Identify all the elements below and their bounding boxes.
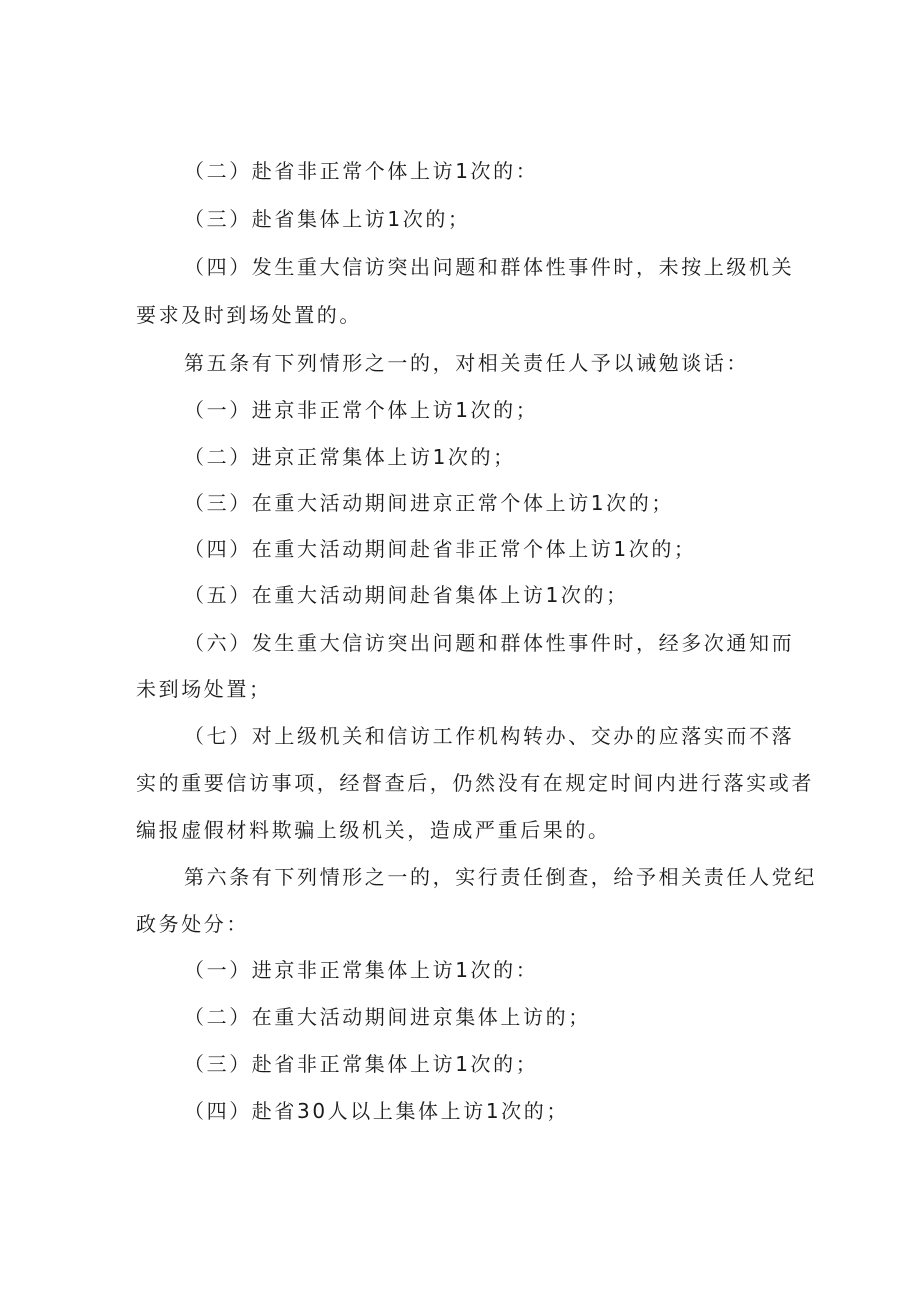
article-heading: 第五条有下列情形之一的，对相关责任人予以诫勉谈话： xyxy=(184,351,749,375)
clause-item: （五）在重大活动期间赴省集体上访1次的； xyxy=(184,583,629,607)
clause-item: （三）在重大活动期间进京正常个体上访1次的； xyxy=(184,491,674,515)
clause-item: （三）赴省集体上访1次的； xyxy=(184,207,471,231)
clause-item: （四）在重大活动期间赴省非正常个体上访1次的； xyxy=(184,537,697,561)
clause-item: （七）对上级机关和信访工作机构转办、交办的应落实而不落 xyxy=(184,724,795,748)
clause-item: （二）在重大活动期间进京集体上访的； xyxy=(184,1005,591,1029)
clause-item: （一）进京非正常集体上访1次的： xyxy=(184,958,539,982)
clause-continuation: 编报虚假材料欺骗上级机关，造成严重后果的。 xyxy=(136,818,611,842)
article-heading-continuation: 政务处分： xyxy=(136,912,249,936)
clause-continuation: 要求及时到场处置的。 xyxy=(136,303,362,327)
clause-continuation: 实的重要信访事项，经督查后，仍然没有在规定时间内进行落实或者 xyxy=(136,771,814,795)
clause-item: （三）赴省非正常集体上访1次的； xyxy=(184,1052,539,1076)
clause-item: （四）发生重大信访突出问题和群体性事件时，未按上级机关 xyxy=(184,255,795,279)
clause-continuation: 未到场处置； xyxy=(136,677,272,701)
clause-item: （一）进京非正常个体上访1次的； xyxy=(184,398,539,422)
clause-item: （六）发生重大信访突出问题和群体性事件时，经多次通知而 xyxy=(184,631,795,655)
clause-item: （二）进京正常集体上访1次的； xyxy=(184,445,516,469)
clause-item: （四）赴省30人以上集体上访1次的； xyxy=(184,1099,569,1123)
article-heading: 第六条有下列情形之一的，实行责任倒查，给予相关责任人党纪 xyxy=(184,865,817,889)
clause-item: （二）赴省非正常个体上访1次的： xyxy=(184,159,539,183)
